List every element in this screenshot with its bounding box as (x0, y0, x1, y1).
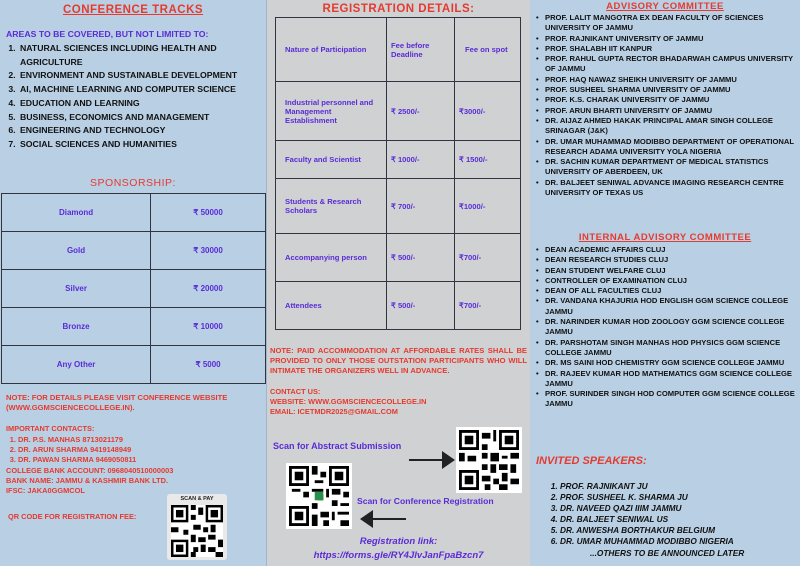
list-item: • DR. PARSHOTAM SINGH MANHAS HOD PHYSICS GGM SCIENCE COLLEGE JAMMU (536, 338, 798, 359)
sponsorship-title: SPONSORSHIP: (90, 177, 176, 189)
table-row (2, 232, 266, 270)
list-item: • PROF. RAJNIKANT UNIVERSITY OF JAMMU (536, 34, 798, 44)
middle-column (267, 0, 530, 566)
fee-before-cell: ₹ 2500/- (387, 82, 455, 141)
table-row (276, 82, 521, 141)
tracks-intro: AREAS TO BE COVERED, BUT NOT LIMITED TO: (6, 29, 209, 39)
track-item: 2. ENVIRONMENT AND SUSTAINABLE DEVELOPMENT (18, 69, 262, 83)
table-row (2, 270, 266, 308)
list-item: • DR. MS SAINI HOD CHEMISTRY GGM SCIENCE COLLEGE JAMMU (536, 358, 798, 368)
sponsor-tier: Gold (2, 232, 151, 270)
list-item: • DEAN OF ALL FACULTIES CLUJ (536, 286, 798, 296)
fee-before-cell: ₹ 500/- (387, 234, 455, 282)
list-item: • PROF. K.S. CHARAK UNIVERSITY OF JAMMU (536, 95, 798, 105)
header-cell: Nature of Participation (276, 18, 387, 82)
contact-item: 3. DR. PAWAN SHARMA 9469050811 (18, 455, 136, 465)
speaker-item: 6. DR. UMAR MUHAMMAD MODIBBO NIGERIA (560, 536, 798, 547)
advisory-title: ADVISORY COMMITTEE (606, 1, 724, 12)
qr-code-icon (459, 430, 519, 490)
list-item: • DR. VANDANA KHAJURIA HOD ENGLISH GGM SCIENCE COLLEGE JAMMU (536, 296, 798, 317)
track-item: 7. SOCIAL SCIENCES AND HUMANITIES (18, 138, 262, 152)
bank-name: BANK NAME: JAMMU & KASHMIR BANK LTD. (6, 476, 169, 485)
table-row (276, 179, 521, 234)
fee-before-cell: ₹ 1000/- (387, 141, 455, 179)
table-row (2, 346, 266, 384)
scan-pay-label: SCAN & PAY (180, 496, 214, 502)
speaker-item: 5. DR. ANWESHA BORTHAKUR BELGIUM (560, 525, 798, 536)
list-item: • DEAN ACADEMIC AFFAIRS CLUJ (536, 245, 798, 255)
registration-qr-code[interactable] (286, 463, 352, 529)
scan-abstract-label: Scan for Abstract Submission (273, 441, 402, 451)
bank-account: COLLEGE BANK ACCOUNT: 0968040510000003 (6, 466, 174, 475)
list-item: • DR. AIJAZ AHMED HAKAK PRINCIPAL AMAR SINGH COLLEGE SRINAGAR (J&K) (536, 116, 798, 137)
category-cell: Students & Research Scholars (276, 179, 387, 234)
list-item: • DEAN STUDENT WELFARE CLUJ (536, 266, 798, 276)
list-item: • PROF. HAQ NAWAZ SHEIKH UNIVERSITY OF JAMMU (536, 75, 798, 85)
internal-advisory-title: INTERNAL ADVISORY COMMITTEE (578, 232, 752, 243)
ifsc-code: IFSC: JAKA0GGMCOL (6, 486, 85, 495)
sponsor-amount: ₹ 30000 (151, 232, 266, 270)
website-link[interactable]: WEBSITE: WWW.GGMSCIENCECOLLEGE.IN (270, 397, 427, 406)
fee-before-cell: ₹ 500/- (387, 282, 455, 330)
list-item: • DEAN RESEARCH STUDIES CLUJ (536, 255, 798, 265)
speaker-item: 3. DR. NAVEED QAZI IIIM JAMMU (560, 503, 798, 514)
table-row (276, 141, 521, 179)
fee-spot-cell: ₹1000/- (455, 179, 521, 234)
speakers-footer: ...OTHERS TO BE ANNOUNCED LATER (590, 548, 745, 558)
track-item: 3. AI, MACHINE LEARNING AND COMPUTER SCIENCE (18, 83, 262, 97)
fee-spot-cell: ₹700/- (455, 282, 521, 330)
right-column (530, 0, 800, 566)
fee-before-cell: ₹ 700/- (387, 179, 455, 234)
qr-code-icon (171, 505, 223, 557)
internal-advisory-list (536, 245, 798, 410)
list-item: • PROF. LALIT MANGOTRA EX DEAN FACULTY OF SCIENCES UNIVERSITY OF JAMMU (536, 13, 798, 34)
website-note: NOTE: FOR DETAILS PLEASE VISIT CONFERENCE WEBSITE (WWW.GGMSCIENCECOLLEGE.IN). (6, 393, 228, 412)
speaker-item: 4. DR. BALJEET SENIWAL US (560, 514, 798, 525)
qr-fee-label: QR CODE FOR REGISTRATION FEE: (8, 512, 137, 521)
table-header-row (276, 18, 521, 82)
registration-title: REGISTRATION DETAILS: (322, 3, 475, 15)
table-row (2, 194, 266, 232)
list-item: • PROF. SUSHEEL SHARMA UNIVERSITY OF JAMMU (536, 85, 798, 95)
list-item: • DR. SACHIN KUMAR DEPARTMENT OF MEDICAL STATISTICS UNIVERSITY OF ABERDEEN, UK (536, 157, 798, 178)
sponsor-amount: ₹ 10000 (151, 308, 266, 346)
list-item: • PROF. RAHUL GUPTA RECTOR BHADARWAH CAMPUS UNIVERSITY OF JAMMU (536, 54, 798, 75)
tracks-title: CONFERENCE TRACKS (62, 4, 204, 16)
track-item: 6. ENGINEERING AND TECHNOLOGY (18, 124, 262, 138)
speaker-item: 1. PROF. RAJNIKANT JU (560, 481, 798, 492)
contacts-list (0, 435, 136, 464)
contacts-title: IMPORTANT CONTACTS: (6, 424, 95, 433)
list-item: • PROF. SURINDER SINGH HOD COMPUTER GGM SCIENCE COLLEGE JAMMU (536, 389, 798, 410)
registration-link[interactable]: https://forms.gle/RY4JlvJanFpaBzcn7 (313, 550, 484, 561)
header-cell: Fee before Deadline (387, 18, 455, 82)
header-cell: Fee on spot (455, 18, 521, 82)
qr-code-icon (289, 466, 349, 526)
contact-us-title: CONTACT US: (270, 387, 321, 396)
accommodation-note: NOTE: PAID ACCOMMODATION AT AFFORDABLE RATES SHALL BE PROVIDED TO ONLY THOSE OUTSTATION PARTICIPANTS WHO WILL INTIMATE THE ORGANIZERS WELL IN ADVANCE. (270, 346, 527, 376)
table-row (276, 234, 521, 282)
speaker-item: 2. PROF. SUSHEEL K. SHARMA JU (560, 492, 798, 503)
table-row (276, 282, 521, 330)
list-item: • DR. RAJEEV KUMAR HOD MATHEMATICS GGM SCIENCE COLLEGE JAMMU (536, 369, 798, 390)
tracks-list (0, 42, 262, 152)
sponsor-tier: Any Other (2, 346, 151, 384)
list-item: • DR. NARINDER KUMAR HOD ZOOLOGY GGM SCIENCE COLLEGE JAMMU (536, 317, 798, 338)
list-item: • DR. UMAR MUHAMMAD MODIBBO DEPARTMENT OF OPERATIONAL RESEARCH ADAMA UNIVERSITY YOLA NIGERIA (536, 137, 798, 158)
sponsor-amount: ₹ 5000 (151, 346, 266, 384)
pay-qr-card[interactable] (167, 494, 227, 560)
abstract-qr-code[interactable] (456, 427, 522, 493)
advisory-list (536, 13, 798, 198)
arrow-left-icon (360, 508, 406, 530)
sponsorship-table (1, 193, 266, 384)
arrow-right-icon (409, 449, 455, 471)
sponsor-amount: ₹ 20000 (151, 270, 266, 308)
list-item: • PROF. ARUN BHARTI UNIVERSITY OF JAMMU (536, 106, 798, 116)
list-item: • CONTROLLER OF EXAMINATION CLUJ (536, 276, 798, 286)
list-item: • DR. BALJEET SENIWAL ADVANCE IMAGING RESEARCH CENTRE UNIVERSITY OF TEXAS US (536, 178, 798, 199)
sponsor-tier: Silver (2, 270, 151, 308)
track-item: 5. BUSINESS, ECONOMICS AND MANAGEMENT (18, 111, 262, 125)
sponsor-tier: Bronze (2, 308, 151, 346)
sponsor-tier: Diamond (2, 194, 151, 232)
table-row (2, 308, 266, 346)
list-item: • PROF. SHALABH IIT KANPUR (536, 44, 798, 54)
track-item: 4. EDUCATION AND LEARNING (18, 97, 262, 111)
left-column (0, 0, 267, 566)
speakers-list (530, 481, 798, 547)
registration-link-label: Registration link: (359, 536, 438, 547)
category-cell: Faculty and Scientist (276, 141, 387, 179)
scan-registration-label: Scan for Conference Registration (357, 496, 494, 506)
category-cell: Accompanying person (276, 234, 387, 282)
speakers-title: INVITED SPEAKERS: (536, 455, 647, 467)
fee-spot-cell: ₹700/- (455, 234, 521, 282)
contact-item: 2. DR. ARUN SHARMA 9419148949 (18, 445, 136, 455)
track-item: 1. NATURAL SCIENCES INCLUDING HEALTH AND AGRICULTURE (18, 42, 262, 69)
category-cell: Industrial personnel and Management Establishment (276, 82, 387, 141)
registration-table (275, 17, 521, 330)
fee-spot-cell: ₹3000/- (455, 82, 521, 141)
email-link[interactable]: EMAIL: ICETMDR2025@GMAIL.COM (270, 407, 398, 416)
category-cell: Attendees (276, 282, 387, 330)
contact-item: 1. DR. P.S. MANHAS 8713021179 (18, 435, 136, 445)
fee-spot-cell: ₹ 1500/- (455, 141, 521, 179)
sponsor-amount: ₹ 50000 (151, 194, 266, 232)
